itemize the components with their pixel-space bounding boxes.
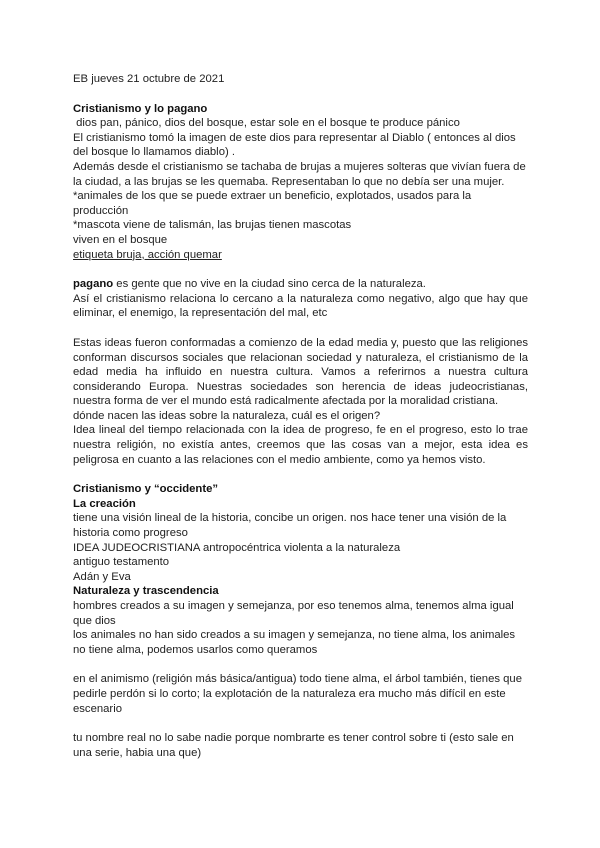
text-line: viven en el bosque bbox=[73, 233, 168, 246]
text-line: Adán y Eva bbox=[73, 570, 131, 583]
text-paragraph: Así el cristianismo relaciona lo cercano a la naturaleza como negativo, algo que hay que eliminar, el enemigo, la representación del mal, etc bbox=[73, 292, 528, 320]
pagano-definition bbox=[73, 277, 528, 292]
text-line: *mascota viene de talismán, las brujas tienen mascotas bbox=[73, 219, 352, 232]
spacer bbox=[73, 716, 528, 731]
text-line: IDEA JUDEOCRISTIANA antropocéntrica violenta a la naturaleza bbox=[73, 541, 401, 554]
text-line: en el animismo (religión más básica/antigua) todo tiene alma, el árbol también, tienes que pedirle perdón si lo corto; la explotación de la naturaleza era mucho más difícil en este escenario bbox=[73, 673, 522, 715]
pagano-definition-text: es gente que no vive en la ciudad sino cerca de la naturaleza. bbox=[113, 278, 426, 291]
section-heading-cristianismo-occidente: Cristianismo y “occidente” bbox=[73, 483, 219, 496]
section-heading-cristianismo-pagano: Cristianismo y lo pagano bbox=[73, 102, 208, 115]
text-line: Además desde el cristianismo se tachaba de brujas a mujeres solteras que vivían fuera de la ciudad, a las brujas se les quemaba. Representaban lo que no debía ser una mujer. bbox=[73, 160, 526, 188]
underlined-line: etiqueta bruja, acción quemar bbox=[73, 248, 222, 261]
text-line: hombres creados a su imagen y semejanza, por eso tenemos alma, tenemos alma igual que dios bbox=[73, 600, 514, 627]
text-line: dios pan, pánico, dios del bosque, estar sole en el bosque te produce pánico bbox=[73, 117, 460, 130]
subheading-naturaleza-trascendencia: Naturaleza y trascendencia bbox=[73, 585, 219, 598]
spacer bbox=[73, 657, 528, 672]
pagano-term: pagano bbox=[73, 278, 114, 291]
subheading-creacion: La creación bbox=[73, 497, 136, 510]
text-line: tu nombre real no lo sabe nadie porque nombrarte es tener control sobre ti (esto sale en una serie, habia una que) bbox=[73, 732, 514, 759]
date-line: EB jueves 21 octubre de 2021 bbox=[73, 73, 225, 85]
text-paragraph: Estas ideas fueron conformadas a comienzo de la edad media y, puesto que las religiones conforman discursos sociales que relacionan sociedad y naturaleza, el cristianismo de la edad media ha influido en nuestra cultura. Vamos a referirnos a nuestra cultura considerando Europa. Nuestras sociedades son herencia de ideas judeocristianas, nuestra forma de ver el mundo está radicalmente afectada por la moralidad cristiana. bbox=[73, 336, 528, 408]
text-paragraph: Idea lineal del tiempo relacionada con la idea de progreso, fe en el progreso, esto lo trae nuestra religión, no existía antes, creemos que las cosas van a mejor, esta idea es peligrosa en cuanto a las relaciones con el medio ambiente, como ya hemos visto. bbox=[73, 424, 528, 466]
text-line: tiene una visión lineal de la historia, concibe un origen. nos hace tener una visión de la historia como progreso bbox=[73, 512, 507, 540]
text-line: dónde nacen las ideas sobre la naturaleza, cuál es el origen? bbox=[73, 409, 381, 422]
text-line: antiguo testamento bbox=[73, 556, 170, 569]
spacer bbox=[73, 321, 528, 336]
document-body bbox=[73, 72, 528, 760]
spacer bbox=[73, 262, 528, 277]
text-line: *animales de los que se puede extraer un beneficio, explotados, usados para la producción bbox=[73, 190, 472, 217]
spacer bbox=[73, 467, 528, 482]
text-line: El cristianismo tomó la imagen de este dios para representar al Diablo ( entonces al dios del bosque lo llamamos diablo) . bbox=[73, 131, 516, 159]
text-line: los animales no han sido creados a su imagen y semejanza, no tiene alma, los animales no tiene alma, podemos usarlos como queramos bbox=[73, 629, 516, 656]
